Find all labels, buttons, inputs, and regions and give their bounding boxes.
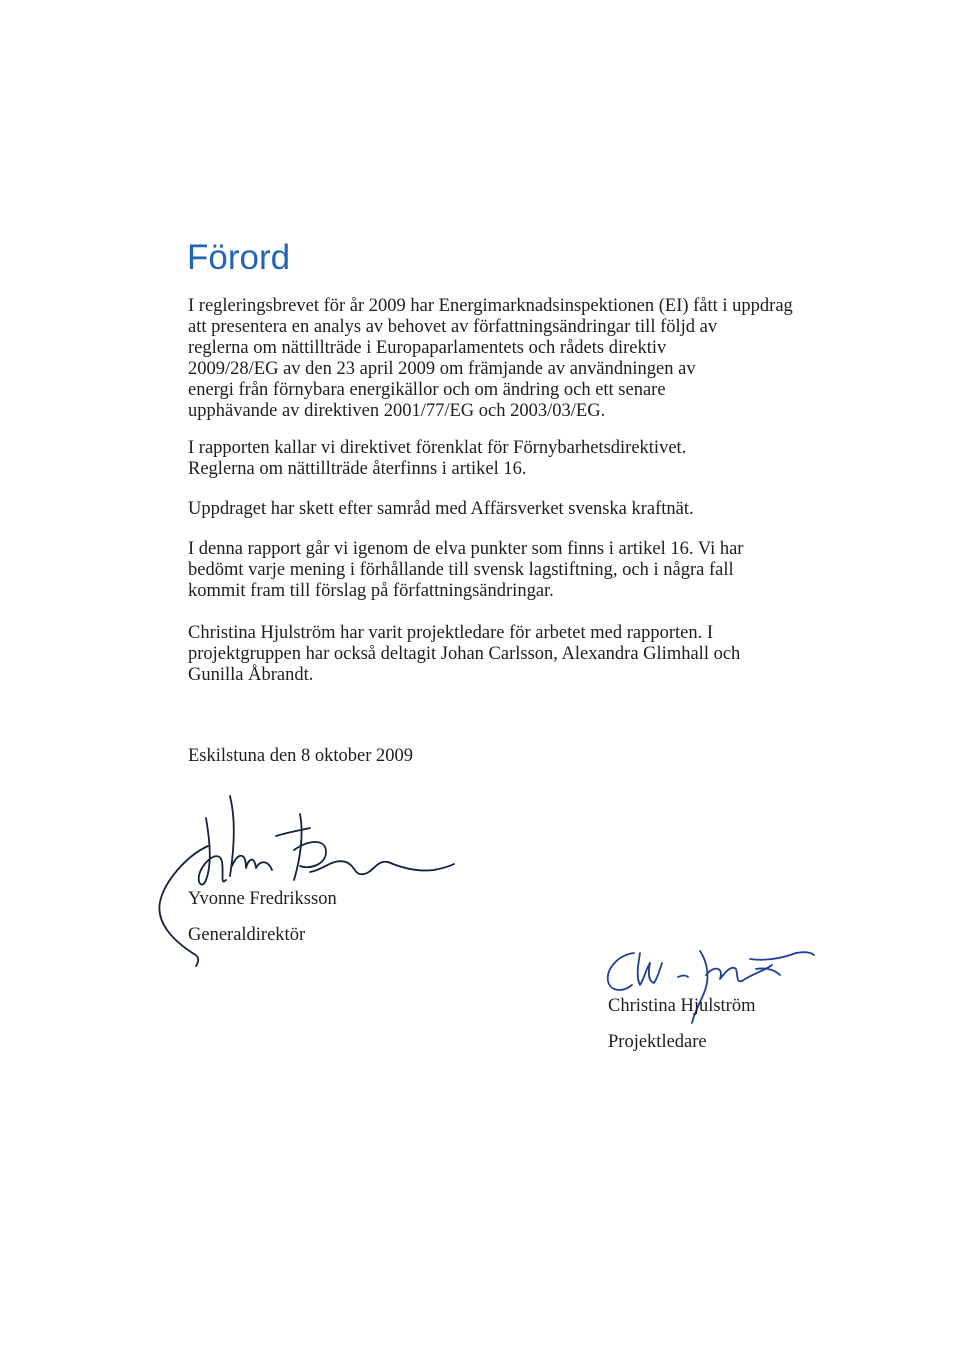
paragraph-scope (188, 539, 743, 602)
paragraph-assignment (188, 296, 793, 422)
paragraph-project-team (188, 623, 740, 686)
text-line: reglerna om nättillträde i Europaparlamentets och rådets direktiv (188, 338, 667, 358)
text-line: att presentera en analys av behovet av författningsändringar till följd av (188, 317, 718, 337)
text-line: Reglerna om nättillträde återfinns i artikel 16. (188, 459, 527, 479)
text-line: energi från förnybara energikällor och om ändring och ett senare (188, 380, 666, 400)
page-title: Förord (187, 238, 291, 277)
place-and-date: Eskilstuna den 8 oktober 2009 (188, 746, 414, 766)
text-line: Uppdraget har skett efter samråd med Affärsverket svenska kraftnät. (188, 499, 694, 519)
signatory-role: Projektledare (608, 1032, 707, 1052)
text-line: Christina Hjulström har varit projektledare för arbetet med rapporten. I (188, 623, 714, 643)
text-line: bedömt varje mening i förhållande till svensk lagstiftning, och i några fall (188, 560, 734, 580)
text-line: I regleringsbrevet för år 2009 har Energimarknadsinspektionen (EI) fått i uppdrag (188, 296, 793, 316)
signatory-name: Christina Hjulström (608, 996, 756, 1016)
text-line: kommit fram till förslag på författningsändringar. (188, 581, 554, 601)
signatory-block-project-manager (608, 995, 756, 1053)
text-line: projektgruppen har också deltagit Johan Carlsson, Alexandra Glimhall och (188, 644, 741, 664)
text-line: Gunilla Åbrandt. (188, 665, 314, 685)
paragraph-directive-name (188, 438, 686, 480)
text-line: I denna rapport går vi igenom de elva punkter som finns i artikel 16. Vi har (188, 539, 744, 559)
text-line: 2009/28/EG av den 23 april 2009 om främjande av användningen av (188, 359, 696, 379)
signatory-name: Yvonne Fredriksson (188, 889, 337, 909)
text-line: I rapporten kallar vi direktivet förenklat för Förnybarhetsdirektivet. (188, 438, 687, 458)
text-line: upphävande av direktiven 2001/77/EG och 2003/03/EG. (188, 401, 606, 421)
paragraph-consultation (188, 499, 694, 520)
signatory-role: Generaldirektör (188, 925, 306, 945)
signatory-block-director-general (188, 888, 337, 946)
